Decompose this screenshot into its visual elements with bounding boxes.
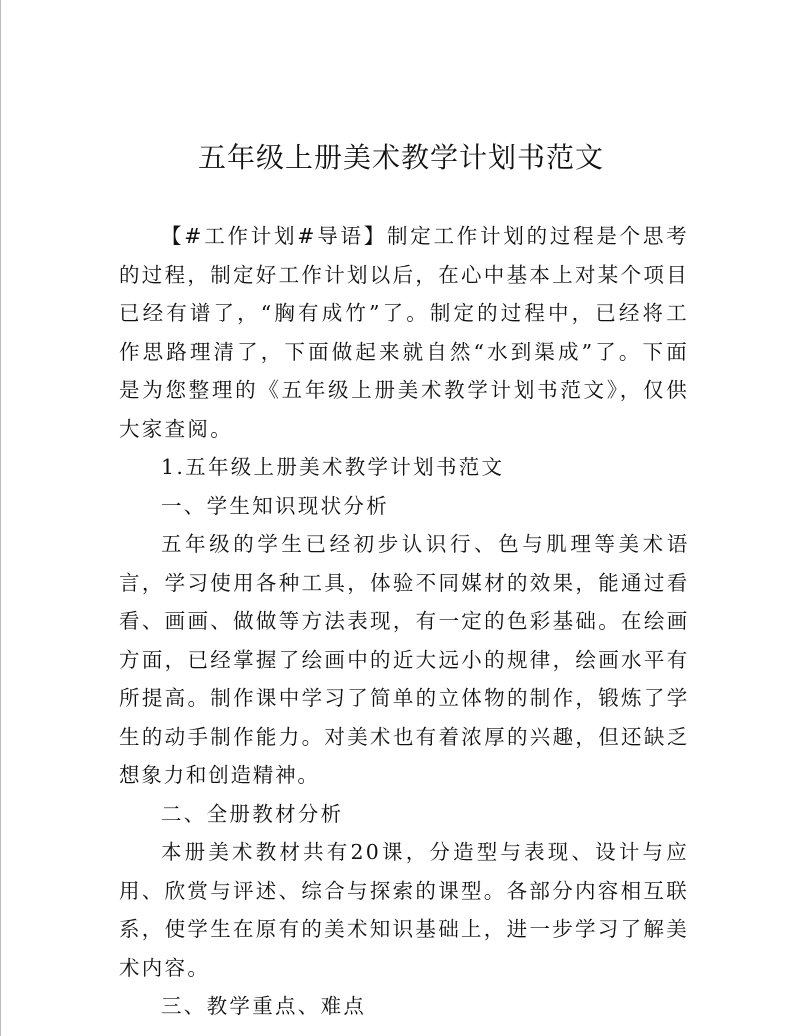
document-body: [119, 217, 689, 1026]
part1-paragraph: 五年级的学生已经初步认识行、色与肌理等美术语言，学习使用各种工具，体验不同媒材的效果，能通过看看、画画、做做等方法表现，有一定的色彩基础。在绘画方面，已经掌握了绘画中的近大远小的规律，绘画水平有所提高。制作课中学习了简单的立体物的制作，锻炼了学生的动手制作能力。对美术也有着浓厚的兴趣，但还缺乏想象力和创造精神。: [119, 532, 689, 787]
part1-heading: 一、学生知识现状分析: [161, 493, 389, 518]
document-title: 五年级上册美术教学计划书范文: [197, 141, 604, 174]
part3-heading: 三、教学重点、难点: [161, 994, 367, 1018]
part2-paragraph: 本册美术教材共有20课，分造型与表现、设计与应用、欣赏与评述、综合与探索的课型。各部分内容相互联系，使学生在原有的美术知识基础上，进一步学习了解美术内容。: [119, 840, 689, 980]
intro-paragraph: 【#工作计划#导语】制定工作计划的过程是个思考的过程，制定好工作计划以后，在心中基本上对某个项目已经有谱了，“胸有成竹”了。制定的过程中，已经将工作思路理清了，下面做起来就自然“水到渠成”了。下面是为您整理的《五年级上册美术教学计划书范文》，仅供大家查阅。: [119, 224, 689, 441]
part2-heading: 二、全册教材分析: [161, 801, 344, 826]
section-title: 1.五年级上册美术教学计划书范文: [161, 455, 505, 479]
